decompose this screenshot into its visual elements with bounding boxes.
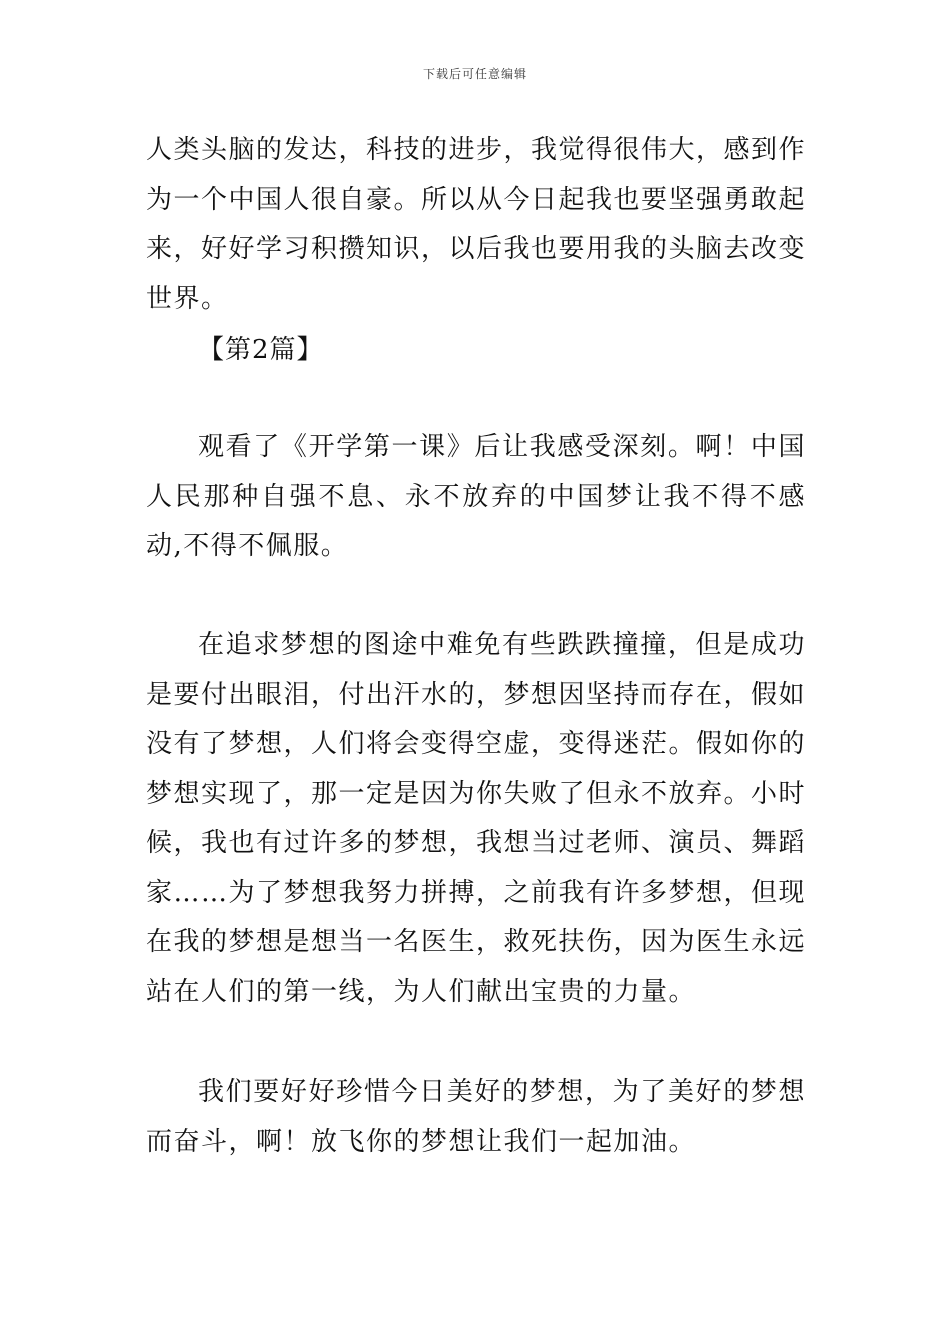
paragraph-intro: 观看了《开学第一课》后让我感受深刻。啊！中国人民那种自强不息、永不放弃的中国梦让我不得不感动,不得不佩服。 xyxy=(146,432,806,561)
page-header-note: 下载后可任意编辑 xyxy=(422,67,527,81)
paragraph-dream: 在追求梦想的图途中难免有些跌跌撞撞，但是成功是要付出眼泪，付出汗水的，梦想因坚持而存在，假如没有了梦想，人们将会变得空虚，变得迷茫。假如你的梦想实现了，那一定是因为你失败了但永不放弃。小时候，我也有过许多的梦想，我想当过老师、演员、舞蹈家……为了梦想我努力拼搏，之前我有许多梦想，但现在我的梦想是想当一名医生，救死扶伤，因为医生永远站在人们的第一线，为人们献出宝贵的力量。 xyxy=(146,630,807,1007)
section-title-2: 【第2篇】 xyxy=(198,335,324,365)
paragraph-continuation: 人类头脑的发达，科技的进步，我觉得很伟大，感到作为一个中国人很自豪。所以从今日起我也要坚强勇敢起来，好好学习积攒知识，以后我也要用我的头脑去改变世界。 xyxy=(146,135,807,314)
paragraph-conclusion: 我们要好好珍惜今日美好的梦想，为了美好的梦想而奋斗，啊！放飞你的梦想让我们一起加油。 xyxy=(146,1077,806,1157)
